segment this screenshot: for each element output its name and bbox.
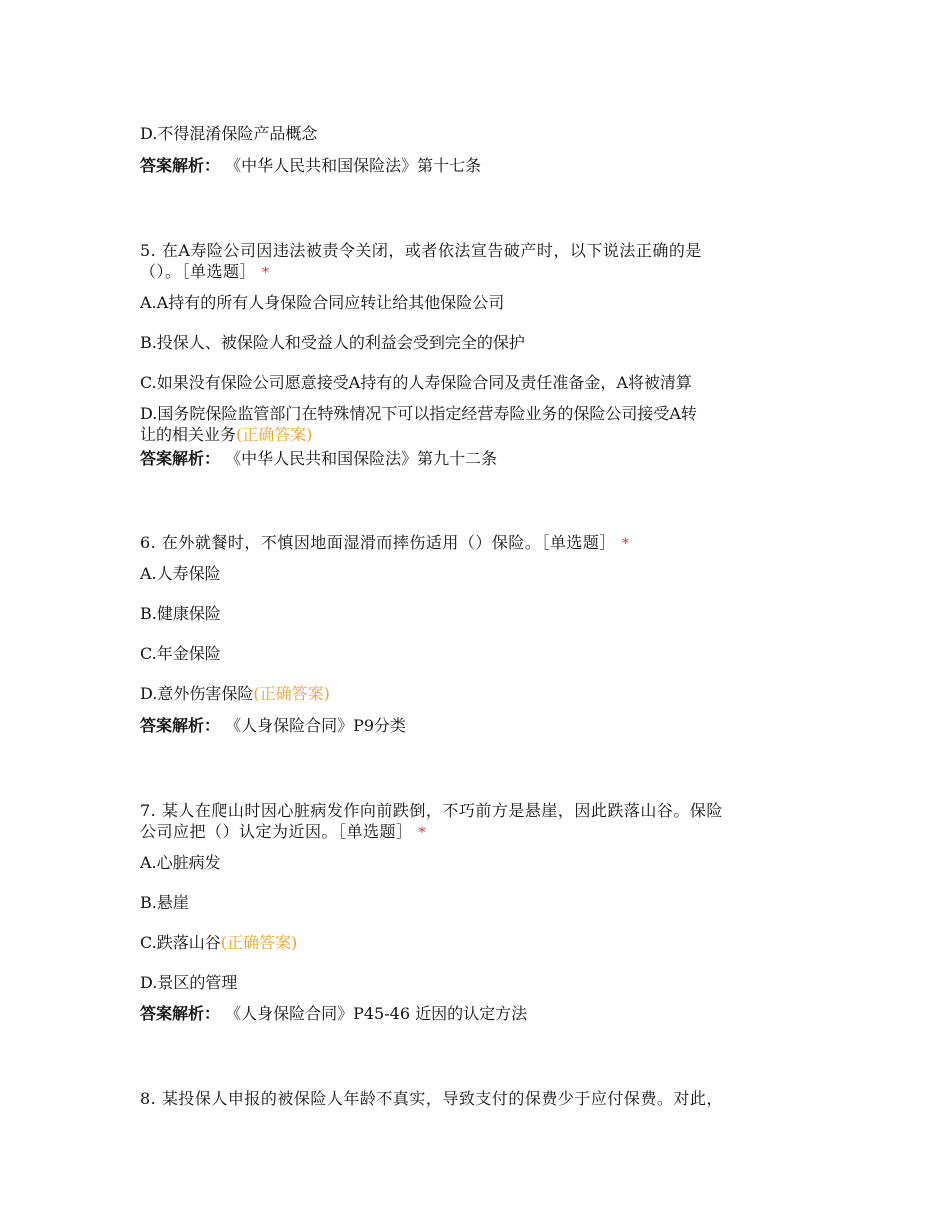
- question-7-stem-line1: 7. 某人在爬山时因心脏病发作向前跌倒，不巧前方是悬崖，因此跌落山谷。保险: [140, 801, 723, 820]
- question-7-option-d: D.景区的管理: [140, 973, 238, 992]
- question-6-option-b: B.健康保险: [140, 604, 221, 623]
- option-text: C.跌落山谷: [140, 933, 221, 952]
- analysis-text: 《人身保险合同》P45-46 近因的认定方法: [225, 1004, 528, 1023]
- question-6-analysis: [140, 716, 406, 736]
- question-stem-text: 6. 在外就餐时，不慎因地面湿滑而摔伤适用（）保险。［单选题］: [140, 533, 616, 552]
- analysis-label: 答案解析：: [140, 1004, 221, 1023]
- question-5-analysis: [140, 449, 497, 469]
- question-5-option-b: B.投保人、被保险人和受益人的利益会受到完全的保护: [140, 333, 525, 352]
- option-d: [140, 124, 317, 144]
- question-7-stem-line2: [140, 822, 426, 843]
- option-text: D.意外伤害保险: [140, 684, 254, 703]
- question-7-option-b: B.悬崖: [140, 893, 189, 912]
- question-6-option-d: [140, 684, 330, 704]
- question-5-stem-line2: [140, 262, 270, 283]
- option-text: D.不得混淆保险产品概念: [140, 124, 318, 143]
- analysis-label: 答案解析：: [140, 716, 221, 735]
- correct-answer-tag: (正确答案): [220, 933, 298, 952]
- question-7-option-c: [140, 933, 297, 953]
- question-5-option-d-line2: [140, 425, 313, 445]
- question-5-stem-line1: 5. 在A寿险公司因违法被责令关闭，或者依法宣告破产时，以下说法正确的是: [140, 241, 702, 260]
- question-6-option-a: A.人寿保险: [140, 564, 221, 583]
- correct-answer-tag: (正确答案): [253, 684, 330, 703]
- question-8-stem-line1: 8. 某投保人申报的被保险人年龄不真实，导致支付的保费少于应付保费。对此，: [140, 1089, 723, 1108]
- answer-analysis: [140, 156, 481, 176]
- question-stem-text: 公司应把（）认定为近因。［单选题］: [140, 822, 413, 841]
- analysis-label: 答案解析：: [140, 449, 221, 468]
- analysis-text: 《人身保险合同》P9分类: [225, 716, 407, 735]
- question-5-option-c: C.如果没有保险公司愿意接受A持有的人寿保险合同及责任准备金，A将被清算: [140, 373, 692, 392]
- question-6-option-c: C.年金保险: [140, 644, 221, 663]
- question-7-option-a: A.心脏病发: [140, 853, 221, 872]
- question-stem-text: （）。［单选题］: [140, 262, 257, 281]
- analysis-label: 答案解析：: [140, 156, 221, 175]
- question-5-option-d-line1: D.国务院保险监管部门在特殊情况下可以指定经营寿险业务的保险公司接受A转: [140, 404, 697, 423]
- analysis-text: 《中华人民共和国保险法》第十七条: [225, 156, 482, 175]
- required-asterisk: *: [262, 265, 270, 281]
- option-text: 让的相关业务: [140, 425, 237, 444]
- correct-answer-tag: (正确答案): [236, 425, 313, 444]
- required-asterisk: *: [621, 536, 630, 552]
- question-7-analysis: [140, 1004, 527, 1024]
- question-5-option-a: A.A持有的所有人身保险合同应转让给其他保险公司: [140, 293, 505, 312]
- analysis-text: 《中华人民共和国保险法》第九十二条: [225, 449, 498, 468]
- required-asterisk: *: [418, 825, 427, 841]
- question-6-stem: [140, 533, 629, 554]
